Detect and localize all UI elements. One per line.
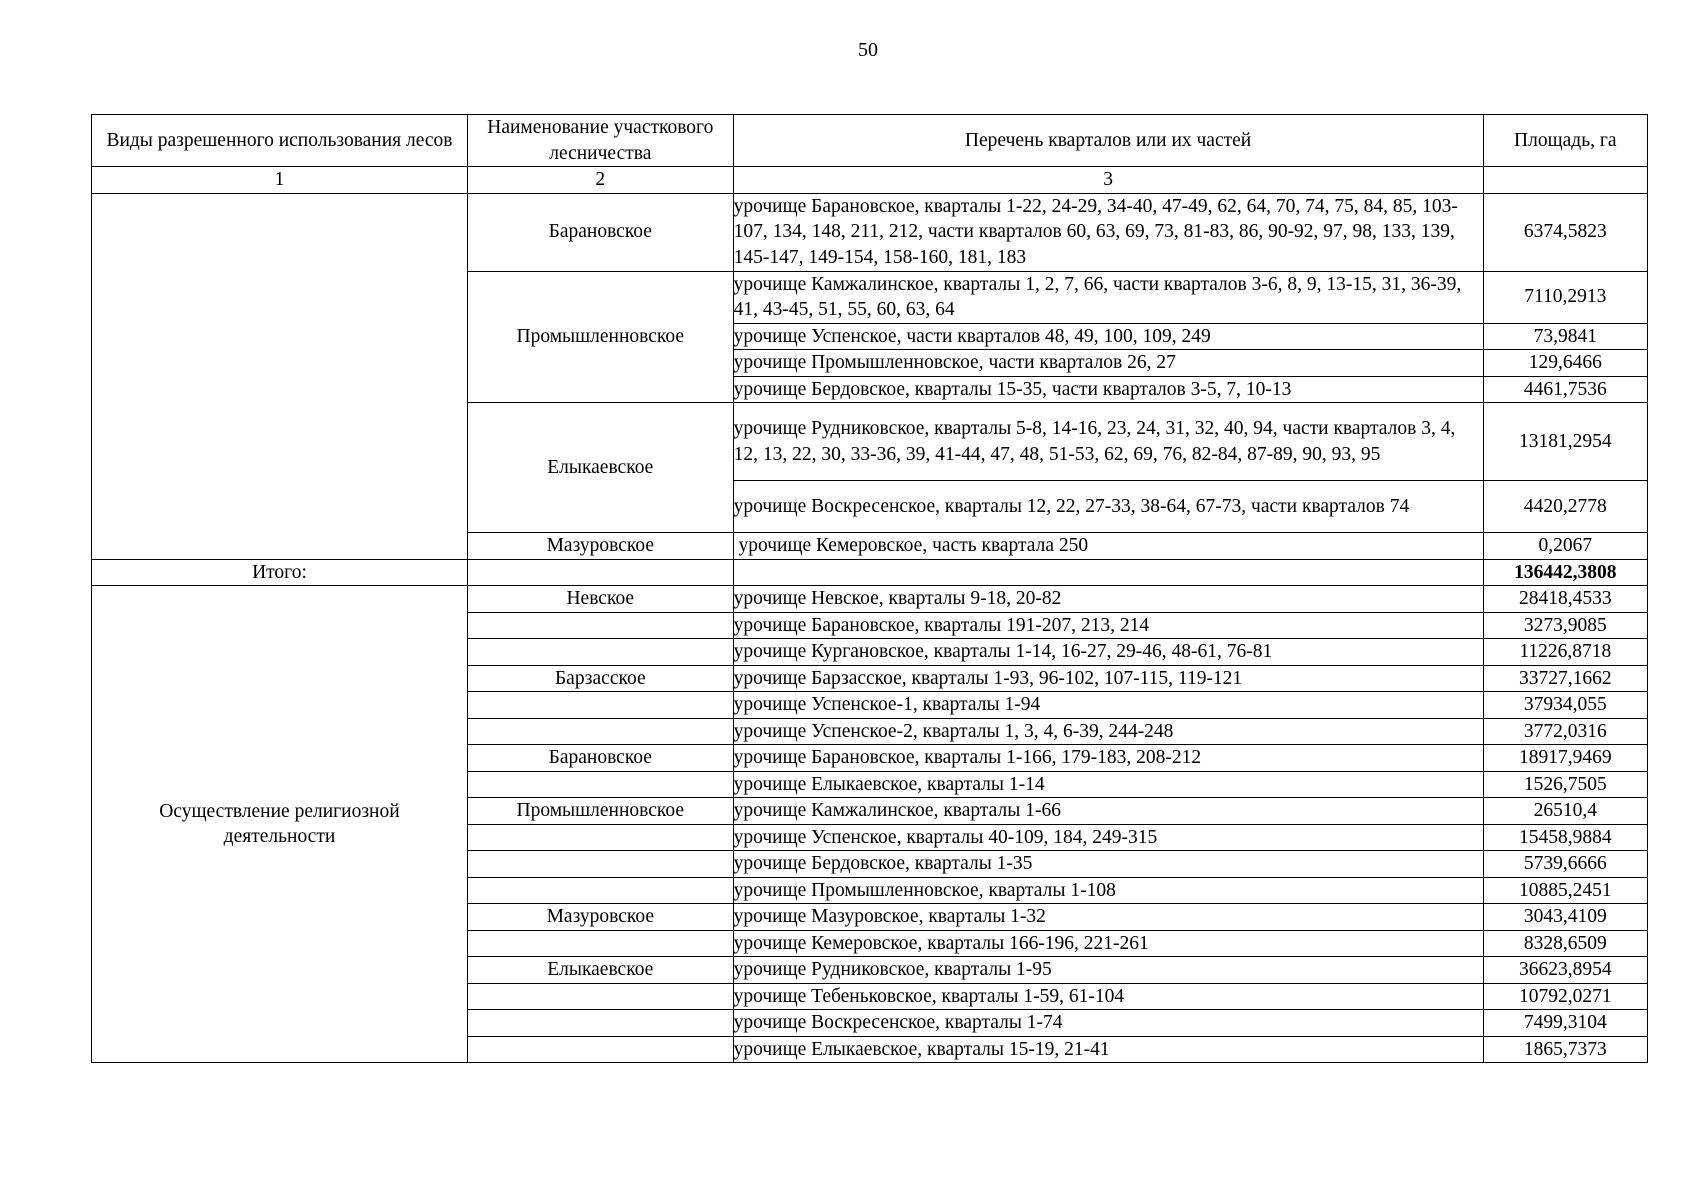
- table-row: [92, 586, 1648, 613]
- forestry-name: Невское: [467, 586, 733, 613]
- area-value: 28418,4533: [1483, 586, 1647, 613]
- quarters-list: урочище Успенское-1, кварталы 1-94: [733, 692, 1483, 719]
- quarters-list: урочище Кургановское, кварталы 1-14, 16-27, 29-46, 48-61, 76-81: [733, 639, 1483, 666]
- header-quarters-list: Перечень кварталов или их частей: [733, 115, 1483, 167]
- area-value: 13181,2954: [1483, 403, 1647, 481]
- forestry-name: [467, 612, 733, 639]
- quarters-list: урочище Барановское, кварталы 1-166, 179-183, 208-212: [733, 745, 1483, 772]
- column-number: 2: [467, 167, 733, 194]
- forestry-name: Елыкаевское: [467, 403, 733, 533]
- column-number: 3: [733, 167, 1483, 194]
- forest-use-table: [91, 114, 1648, 1063]
- area-value: 1526,7505: [1483, 771, 1647, 798]
- area-value: 5739,6666: [1483, 851, 1647, 878]
- forestry-name: [467, 877, 733, 904]
- forestry-name: Промышленновское: [467, 271, 733, 403]
- forestry-name: [467, 851, 733, 878]
- forestry-name: Промышленновское: [467, 798, 733, 825]
- forestry-name: [467, 1036, 733, 1063]
- quarters-list: урочище Успенское-2, кварталы 1, 3, 4, 6-39, 244-248: [733, 718, 1483, 745]
- area-value: 10885,2451: [1483, 877, 1647, 904]
- forestry-name: [467, 1010, 733, 1037]
- area-value: 129,6466: [1483, 350, 1647, 377]
- area-value: 37934,055: [1483, 692, 1647, 719]
- quarters-list: урочище Невское, кварталы 9-18, 20-82: [733, 586, 1483, 613]
- forestry-name: Мазуровское: [467, 533, 733, 560]
- header-use-type: Виды разрешенного использования лесов: [92, 115, 468, 167]
- area-value: 8328,6509: [1483, 930, 1647, 957]
- area-value: 36623,8954: [1483, 957, 1647, 984]
- quarters-list: урочище Тебеньковское, кварталы 1-59, 61-104: [733, 983, 1483, 1010]
- area-value: 4420,2778: [1483, 481, 1647, 533]
- forestry-name: [467, 771, 733, 798]
- quarters-list: урочище Барановское, кварталы 1-22, 24-29, 34-40, 47-49, 62, 64, 70, 74, 75, 84, 85, 103-107, 134, 148, 211, 212, части кварталов 60, 63, 69, 73, 81-83, 86, 90-92, 97, 98, 133, 139, 145-147, 149-154, 158-160, 181, 183: [733, 193, 1483, 271]
- forestry-name: Барановское: [467, 745, 733, 772]
- column-number: [1483, 167, 1647, 194]
- quarters-list: урочище Успенское, кварталы 40-109, 184, 249-315: [733, 824, 1483, 851]
- quarters-list: урочище Елыкаевское, кварталы 1-14: [733, 771, 1483, 798]
- area-value: 4461,7536: [1483, 376, 1647, 403]
- forestry-name: Елыкаевское: [467, 957, 733, 984]
- forestry-name: Барановское: [467, 193, 733, 271]
- total-row: [92, 559, 1648, 586]
- column-number: 1: [92, 167, 468, 194]
- total-area: 136442,3808: [1483, 559, 1647, 586]
- quarters-list: урочище Рудниковское, кварталы 5-8, 14-16, 23, 24, 31, 32, 40, 94, части кварталов 3, 4, 12, 13, 22, 30, 33-36, 39, 41-44, 47, 48, 51-53, 62, 69, 76, 82-84, 87-89, 90, 93, 95: [733, 403, 1483, 481]
- quarters-list: урочище Кемеровское, часть квартала 250: [733, 533, 1483, 560]
- area-value: 73,9841: [1483, 323, 1647, 350]
- area-value: 7110,2913: [1483, 271, 1647, 323]
- quarters-list: урочище Мазуровское, кварталы 1-32: [733, 904, 1483, 931]
- forestry-name: [467, 692, 733, 719]
- area-value: 0,2067: [1483, 533, 1647, 560]
- forestry-name: Барзасское: [467, 665, 733, 692]
- area-value: 1865,7373: [1483, 1036, 1647, 1063]
- area-value: 3273,9085: [1483, 612, 1647, 639]
- area-value: 7499,3104: [1483, 1010, 1647, 1037]
- quarters-list: урочище Рудниковское, кварталы 1-95: [733, 957, 1483, 984]
- quarters-list: урочище Промышленновское, части кварталов 26, 27: [733, 350, 1483, 377]
- quarters-list: урочище Воскресенское, кварталы 1-74: [733, 1010, 1483, 1037]
- header-forestry-name: Наименование участкового лесничества: [467, 115, 733, 167]
- quarters-list: урочище Кемеровское, кварталы 166-196, 221-261: [733, 930, 1483, 957]
- area-value: 6374,5823: [1483, 193, 1647, 271]
- forestry-name: [467, 824, 733, 851]
- total-empty-cell: [733, 559, 1483, 586]
- area-value: 26510,4: [1483, 798, 1647, 825]
- quarters-list: урочище Успенское, части кварталов 48, 49, 100, 109, 249: [733, 323, 1483, 350]
- area-value: 15458,9884: [1483, 824, 1647, 851]
- area-value: 33727,1662: [1483, 665, 1647, 692]
- area-value: 3043,4109: [1483, 904, 1647, 931]
- quarters-list: урочище Бердовское, кварталы 15-35, части кварталов 3-5, 7, 10-13: [733, 376, 1483, 403]
- header-area: Площадь, га: [1483, 115, 1647, 167]
- quarters-list: урочище Барановское, кварталы 191-207, 213, 214: [733, 612, 1483, 639]
- quarters-list: урочище Промышленновское, кварталы 1-108: [733, 877, 1483, 904]
- forestry-name: [467, 930, 733, 957]
- quarters-list: урочище Елыкаевское, кварталы 15-19, 21-41: [733, 1036, 1483, 1063]
- area-value: 10792,0271: [1483, 983, 1647, 1010]
- page-number: 50: [858, 39, 878, 61]
- table-row: [92, 193, 1648, 271]
- use-type-religious: Осуществление религиозной деятельности: [92, 586, 468, 1063]
- forestry-name: [467, 983, 733, 1010]
- forestry-name: [467, 639, 733, 666]
- total-empty-cell: [467, 559, 733, 586]
- quarters-list: урочище Воскресенское, кварталы 12, 22, 27-33, 38-64, 67-73, части кварталов 74: [733, 481, 1483, 533]
- total-label: Итого:: [92, 559, 468, 586]
- area-value: 3772,0316: [1483, 718, 1647, 745]
- area-value: 11226,8718: [1483, 639, 1647, 666]
- quarters-list: урочище Барзасское, кварталы 1-93, 96-102, 107-115, 119-121: [733, 665, 1483, 692]
- quarters-list: урочище Бердовское, кварталы 1-35: [733, 851, 1483, 878]
- forestry-name: Мазуровское: [467, 904, 733, 931]
- forestry-name: [467, 718, 733, 745]
- quarters-list: урочище Камжалинское, кварталы 1-66: [733, 798, 1483, 825]
- use-type-cell-empty: [92, 193, 468, 559]
- header-row: [92, 115, 1648, 167]
- column-number-row: [92, 167, 1648, 194]
- quarters-list: урочище Камжалинское, кварталы 1, 2, 7, 66, части кварталов 3-6, 8, 9, 13-15, 31, 36-39, 41, 43-45, 51, 55, 60, 63, 64: [733, 271, 1483, 323]
- area-value: 18917,9469: [1483, 745, 1647, 772]
